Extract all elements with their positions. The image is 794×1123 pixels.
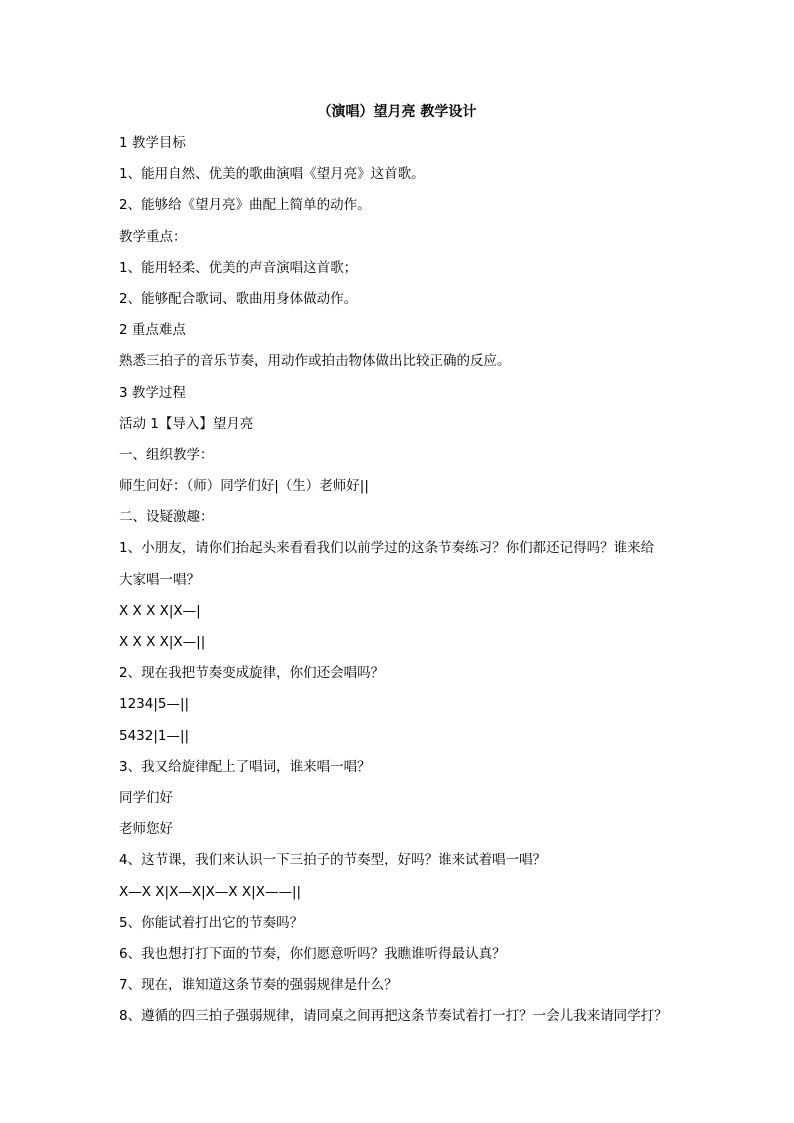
paragraph-line: 二、设疑激趣： bbox=[119, 509, 214, 526]
paragraph-line: 7、现在，谁知道这条节奏的强弱规律是什么？ bbox=[119, 977, 398, 994]
paragraph-line: 4、这节课，我们来认识一下三拍子的节奏型，好吗？谁来试着唱一唱？ bbox=[119, 852, 547, 869]
paragraph-line: 8、遵循的四三拍子强弱规律，请同桌之间再把这条节奏试着打一打？一会儿我来请同学打？ bbox=[119, 1008, 668, 1025]
paragraph-line: 老师您好 bbox=[119, 821, 173, 838]
paragraph-line: 1234|5—|| bbox=[119, 696, 190, 713]
paragraph-line: 6、我也想打打下面的节奏，你们愿意听吗？我瞧谁听得最认真？ bbox=[119, 945, 506, 962]
paragraph-line: 一、组织教学： bbox=[119, 446, 214, 463]
document-title: （演唱）望月亮 教学设计 bbox=[317, 104, 477, 120]
paragraph-line: 同学们好 bbox=[119, 789, 173, 806]
paragraph-line: 2、现在我把节奏变成旋律，你们还会唱吗？ bbox=[119, 665, 385, 682]
paragraph-line: 5432|1—|| bbox=[119, 727, 190, 744]
paragraph-line: 1、能用轻柔、优美的声音演唱这首歌； bbox=[119, 259, 358, 276]
paragraph-line: X X X X|X—|| bbox=[119, 634, 206, 650]
paragraph-line: 1 教学目标 bbox=[119, 135, 186, 151]
paragraph-line: 5、你能试着打出它的节奏吗？ bbox=[119, 914, 304, 931]
paragraph-line: X X X X|X—| bbox=[119, 602, 201, 619]
paragraph-line: X—X X|X—X|X—X X|X——|| bbox=[119, 883, 302, 900]
paragraph-line: 活动 1【导入】望月亮 bbox=[119, 415, 254, 432]
paragraph-line: 2、能够配合歌词、歌曲用身体做动作。 bbox=[119, 290, 358, 307]
paragraph-line: 大家唱一唱？ bbox=[119, 571, 200, 588]
paragraph-line: 熟悉三拍子的音乐节奏，用动作或拍击物体做出比较正确的反应。 bbox=[119, 353, 511, 370]
paragraph-line: 教学重点： bbox=[119, 228, 187, 245]
paragraph-line: 2、能够给《望月亮》曲配上简单的动作。 bbox=[119, 197, 371, 214]
paragraph-line: 1、小朋友，请你们抬起头来看看我们以前学过的这条节奏练习？你们都还记得吗？谁来给 bbox=[119, 540, 655, 557]
paragraph-line: 师生问好：（师）同学们好|（生）老师好|| bbox=[119, 478, 369, 495]
paragraph-line: 2 重点难点 bbox=[119, 322, 186, 339]
paragraph-line: 3 教学过程 bbox=[119, 384, 186, 401]
paragraph-line: 3、我又给旋律配上了唱词，谁来唱一唱？ bbox=[119, 758, 371, 775]
paragraph-line: 1、能用自然、优美的歌曲演唱《望月亮》这首歌。 bbox=[119, 166, 425, 183]
document-body bbox=[119, 132, 679, 1036]
